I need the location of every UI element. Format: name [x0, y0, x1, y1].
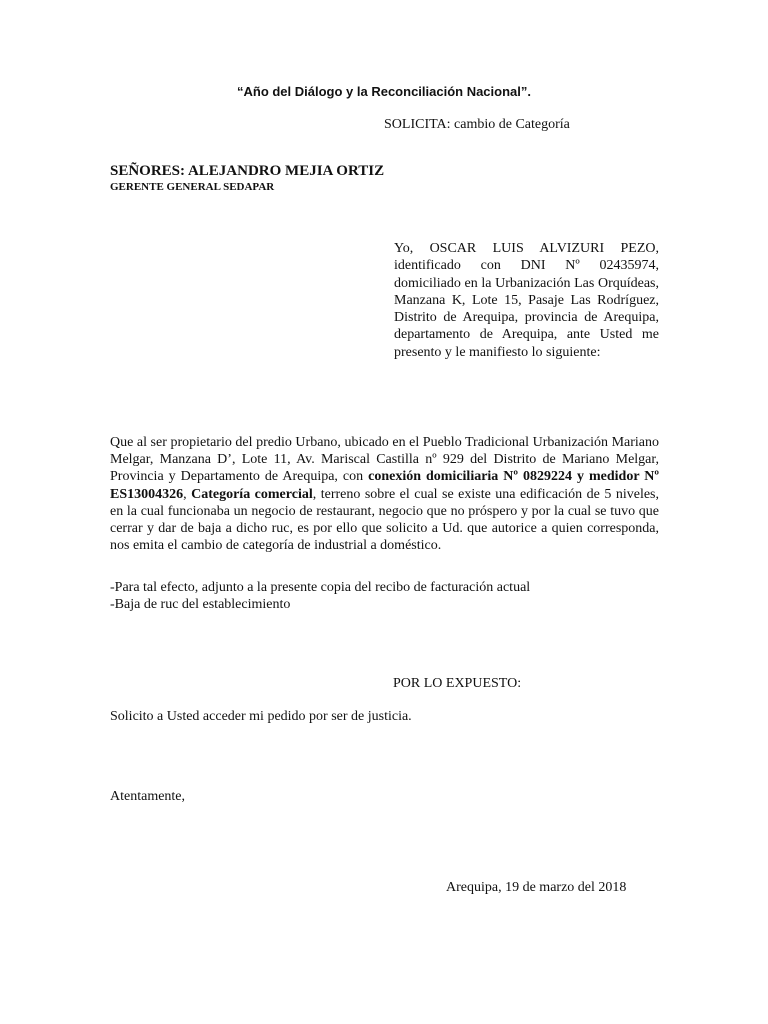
attachment-line-1: -Para tal efecto, adjunto a la presente copia del recibo de facturación actual	[110, 580, 531, 595]
closing-line: Atentamente,	[110, 789, 186, 804]
expuesto-heading: POR LO EXPUESTO:	[393, 676, 522, 691]
body-bold-category: Categoría comercial	[191, 486, 313, 502]
body-text-3: , terreno sobre el cual se existe una edificación de 5 niveles, en la cual funcionaba un negocio de restaurant, negocio que no próspero y por la cual se tuvo que cerrar y dar de baja a dicho ruc, es por ello que solicito a Ud. que autorice a quien corresponda, nos emita el cambio de categoría de industrial a doméstico.	[110, 486, 659, 554]
intro-paragraph: Yo, OSCAR LUIS ALVIZURI PEZO, identificado con DNI Nº 02435974, domiciliado en la Urbanización Las Orquídeas, Manzana K, Lote 15, Pasaje Las Rodríguez, Distrito de Arequipa, provincia de Arequipa, departamento de Arequipa, ante Usted me presento y le manifiesto lo siguiente:	[394, 241, 659, 360]
recipient-name: SEÑORES: ALEJANDRO MEJIA ORTIZ	[110, 163, 385, 179]
solicita-line: SOLICITA: cambio de Categoría	[384, 117, 570, 132]
place-date: Arequipa, 19 de marzo del 2018	[446, 880, 627, 895]
body-paragraph	[110, 434, 659, 554]
body-bold-connection: conexión domiciliaria Nº 0829224 y medidor Nº ES13004326	[110, 469, 659, 502]
request-line: Solicito a Usted acceder mi pedido por ser de justicia.	[110, 709, 412, 724]
document-motto: “Año del Diálogo y la Reconciliación Nacional”.	[236, 84, 531, 99]
recipient-role: GERENTE GENERAL SEDAPAR	[110, 181, 275, 193]
body-text-2: ,	[183, 486, 192, 502]
body-text-1: Que al ser propietario del predio Urbano, ubicado en el Pueblo Tradicional Urbanización Mariano Melgar, Manzana D’, Lote 11, Av. Mariscal Castilla nº 929 del Distrito de Mariano Melgar, Provincia y Departamento de Arequipa, con	[110, 435, 659, 485]
attachment-line-2: -Baja de ruc del establecimiento	[110, 597, 291, 612]
